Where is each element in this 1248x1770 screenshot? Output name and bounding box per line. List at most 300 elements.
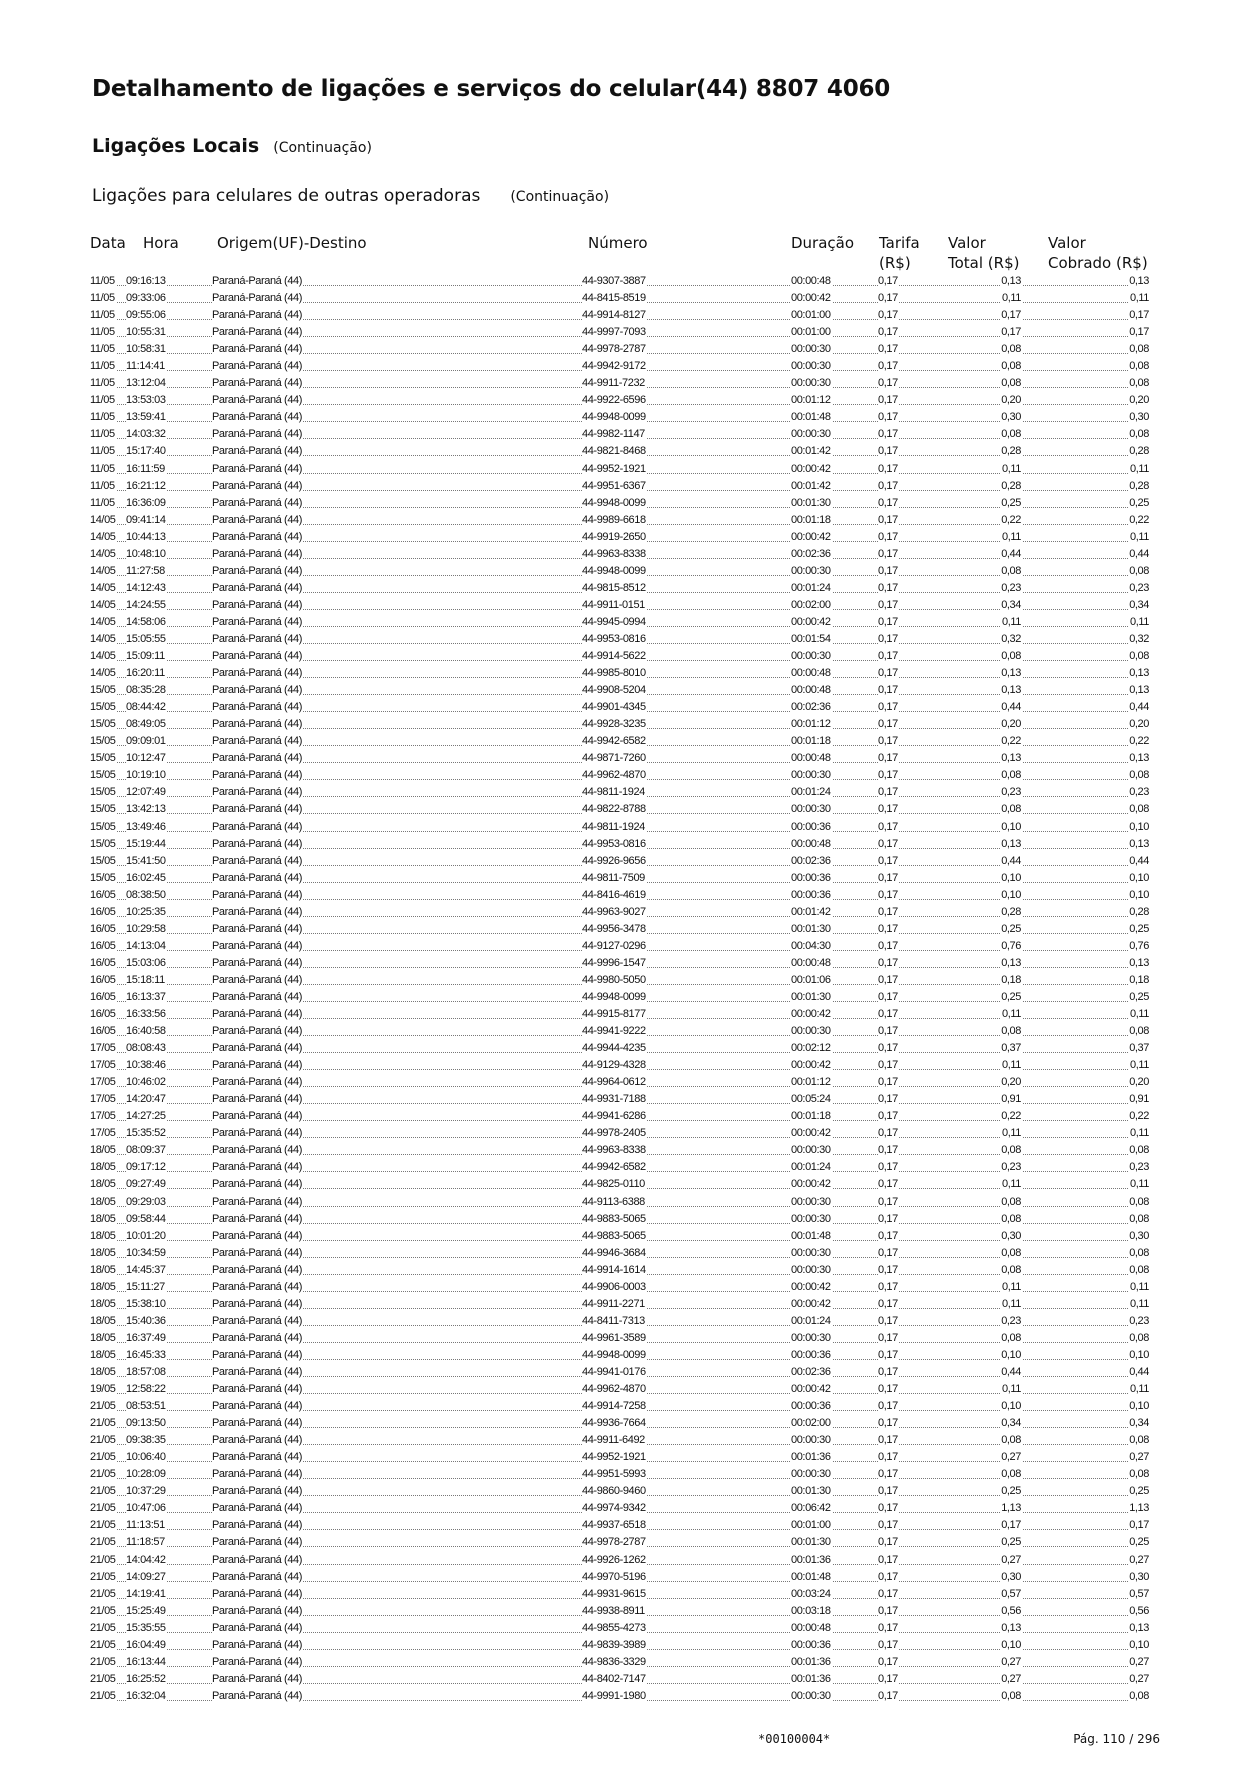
cell-valor-total: 0,13 bbox=[1000, 1620, 1022, 1637]
table-row bbox=[0, 1586, 1248, 1603]
cell-numero: 44-8415-8519 bbox=[582, 290, 647, 307]
table-row bbox=[0, 1057, 1248, 1074]
cell-hora: 14:03:32 bbox=[126, 426, 167, 443]
cell-data: 11/05 bbox=[90, 478, 116, 495]
cell-hora: 08:44:42 bbox=[126, 699, 167, 716]
table-row bbox=[0, 1398, 1248, 1415]
cell-origem-destino: Paraná-Paraná (44) bbox=[212, 478, 303, 495]
table-row bbox=[0, 1671, 1248, 1688]
table-row bbox=[0, 1620, 1248, 1637]
cell-valor-total: 0,27 bbox=[1000, 1552, 1022, 1569]
cell-numero: 44-9941-0176 bbox=[582, 1364, 647, 1381]
cell-numero: 44-9915-8177 bbox=[582, 1006, 647, 1023]
cell-hora: 11:13:51 bbox=[126, 1517, 166, 1534]
cell-origem-destino: Paraná-Paraná (44) bbox=[212, 1398, 303, 1415]
cell-valor-cobrado: 0,13 bbox=[1128, 665, 1150, 682]
cell-duracao: 00:03:24 bbox=[791, 1586, 832, 1603]
cell-valor-cobrado: 0,08 bbox=[1128, 1262, 1150, 1279]
cell-data: 19/05 bbox=[90, 1381, 117, 1398]
cell-valor-cobrado: 0,27 bbox=[1128, 1552, 1150, 1569]
cell-numero: 44-9821-8468 bbox=[582, 443, 647, 460]
cell-numero: 44-9948-0099 bbox=[582, 989, 647, 1006]
subsection-label: Ligações para celulares de outras operadoras bbox=[92, 186, 481, 206]
table-row bbox=[0, 631, 1248, 648]
cell-origem-destino: Paraná-Paraná (44) bbox=[212, 358, 303, 375]
cell-hora: 09:58:44 bbox=[126, 1211, 167, 1228]
cell-valor-cobrado: 0,30 bbox=[1128, 1228, 1150, 1245]
cell-origem-destino: Paraná-Paraná (44) bbox=[212, 784, 303, 801]
cell-duracao: 00:00:42 bbox=[791, 1057, 832, 1074]
table-row bbox=[0, 1347, 1248, 1364]
cell-origem-destino: Paraná-Paraná (44) bbox=[212, 1006, 303, 1023]
cell-hora: 16:21:12 bbox=[126, 478, 167, 495]
cell-hora: 15:35:55 bbox=[126, 1620, 167, 1637]
cell-tarifa: 0,17 bbox=[878, 1347, 899, 1364]
cell-origem-destino: Paraná-Paraná (44) bbox=[212, 1381, 303, 1398]
cell-valor-cobrado: 0,91 bbox=[1128, 1091, 1150, 1108]
cell-tarifa: 0,17 bbox=[878, 1159, 899, 1176]
cell-valor-cobrado: 0,44 bbox=[1128, 546, 1150, 563]
cell-hora: 14:24:55 bbox=[126, 597, 167, 614]
cell-duracao: 00:00:48 bbox=[791, 750, 832, 767]
table-row bbox=[0, 1432, 1248, 1449]
cell-valor-cobrado: 0,08 bbox=[1128, 1432, 1150, 1449]
cell-numero: 44-9952-1921 bbox=[582, 1449, 647, 1466]
cell-tarifa: 0,17 bbox=[878, 1671, 899, 1688]
header-valor-cobrado bbox=[1048, 233, 1148, 273]
cell-origem-destino: Paraná-Paraná (44) bbox=[212, 546, 303, 563]
cell-tarifa: 0,17 bbox=[878, 767, 899, 784]
cell-numero: 44-9942-6582 bbox=[582, 733, 647, 750]
table-row bbox=[0, 1091, 1248, 1108]
cell-duracao: 00:00:48 bbox=[791, 682, 832, 699]
cell-valor-total: 0,22 bbox=[1000, 733, 1022, 750]
cell-duracao: 00:00:36 bbox=[791, 1398, 832, 1415]
cell-valor-cobrado: 0,20 bbox=[1128, 1074, 1150, 1091]
cell-duracao: 00:02:00 bbox=[791, 597, 832, 614]
cell-data: 11/05 bbox=[90, 341, 116, 358]
cell-tarifa: 0,17 bbox=[878, 614, 899, 631]
cell-hora: 10:44:13 bbox=[126, 529, 167, 546]
cell-origem-destino: Paraná-Paraná (44) bbox=[212, 1142, 303, 1159]
cell-hora: 09:13:50 bbox=[126, 1415, 167, 1432]
cell-valor-total: 0,08 bbox=[1000, 1245, 1022, 1262]
cell-origem-destino: Paraná-Paraná (44) bbox=[212, 563, 303, 580]
cell-hora: 16:45:33 bbox=[126, 1347, 167, 1364]
cell-duracao: 00:00:42 bbox=[791, 1176, 832, 1193]
cell-origem-destino: Paraná-Paraná (44) bbox=[212, 1228, 303, 1245]
cell-hora: 15:09:11 bbox=[126, 648, 166, 665]
cell-valor-total: 0,20 bbox=[1000, 1074, 1022, 1091]
cell-origem-destino: Paraná-Paraná (44) bbox=[212, 904, 303, 921]
cell-origem-destino: Paraná-Paraná (44) bbox=[212, 1194, 303, 1211]
cell-data: 14/05 bbox=[90, 563, 117, 580]
cell-duracao: 00:01:24 bbox=[791, 1159, 832, 1176]
page-number: Pág. 110 / 296 bbox=[1073, 1732, 1160, 1746]
cell-valor-total: 0,13 bbox=[1000, 682, 1022, 699]
cell-data: 21/05 bbox=[90, 1483, 117, 1500]
cell-numero: 44-9953-0816 bbox=[582, 836, 647, 853]
header-origem-destino: Origem(UF)-Destino bbox=[217, 234, 367, 252]
cell-numero: 44-9914-5622 bbox=[582, 648, 647, 665]
cell-valor-cobrado: 0,08 bbox=[1128, 1142, 1150, 1159]
cell-origem-destino: Paraná-Paraná (44) bbox=[212, 324, 303, 341]
cell-tarifa: 0,17 bbox=[878, 801, 899, 818]
cell-data: 16/05 bbox=[90, 972, 117, 989]
cell-valor-cobrado: 0,10 bbox=[1128, 819, 1150, 836]
cell-tarifa: 0,17 bbox=[878, 512, 899, 529]
cell-hora: 16:25:52 bbox=[126, 1671, 167, 1688]
cell-duracao: 00:00:30 bbox=[791, 1023, 832, 1040]
cell-valor-total: 0,20 bbox=[1000, 716, 1022, 733]
cell-origem-destino: Paraná-Paraná (44) bbox=[212, 819, 303, 836]
cell-duracao: 00:01:00 bbox=[791, 1517, 832, 1534]
cell-hora: 14:09:27 bbox=[126, 1569, 167, 1586]
cell-valor-total: 0,11 bbox=[1001, 614, 1022, 631]
cell-duracao: 00:00:36 bbox=[791, 870, 832, 887]
cell-origem-destino: Paraná-Paraná (44) bbox=[212, 341, 303, 358]
cell-origem-destino: Paraná-Paraná (44) bbox=[212, 699, 303, 716]
cell-origem-destino: Paraná-Paraná (44) bbox=[212, 1449, 303, 1466]
cell-data: 21/05 bbox=[90, 1500, 117, 1517]
table-row bbox=[0, 1125, 1248, 1142]
cell-data: 21/05 bbox=[90, 1552, 117, 1569]
cell-origem-destino: Paraná-Paraná (44) bbox=[212, 461, 303, 478]
cell-valor-total: 0,44 bbox=[1000, 546, 1022, 563]
cell-valor-total: 0,08 bbox=[1000, 1142, 1022, 1159]
cell-valor-cobrado: 0,08 bbox=[1128, 1194, 1150, 1211]
cell-valor-cobrado: 0,25 bbox=[1128, 989, 1150, 1006]
cell-origem-destino: Paraná-Paraná (44) bbox=[212, 1057, 303, 1074]
cell-duracao: 00:00:30 bbox=[791, 1330, 832, 1347]
cell-numero: 44-9911-0151 bbox=[582, 597, 646, 614]
cell-duracao: 00:01:18 bbox=[791, 733, 832, 750]
cell-origem-destino: Paraná-Paraná (44) bbox=[212, 1466, 303, 1483]
table-row bbox=[0, 767, 1248, 784]
cell-data: 16/05 bbox=[90, 1023, 117, 1040]
cell-numero: 44-9978-2787 bbox=[582, 341, 647, 358]
cell-duracao: 00:01:48 bbox=[791, 1228, 832, 1245]
cell-valor-total: 0,10 bbox=[1000, 819, 1022, 836]
cell-tarifa: 0,17 bbox=[878, 461, 899, 478]
cell-tarifa: 0,17 bbox=[878, 1040, 899, 1057]
cell-data: 17/05 bbox=[90, 1057, 117, 1074]
cell-tarifa: 0,17 bbox=[878, 392, 899, 409]
cell-valor-total: 0,08 bbox=[1000, 1211, 1022, 1228]
table-row bbox=[0, 750, 1248, 767]
cell-hora: 09:27:49 bbox=[126, 1176, 167, 1193]
header-valor-cobrado-line1: Valor bbox=[1048, 234, 1086, 252]
cell-duracao: 00:00:30 bbox=[791, 801, 832, 818]
table-row bbox=[0, 1142, 1248, 1159]
cell-tarifa: 0,17 bbox=[878, 1415, 899, 1432]
cell-numero: 44-9963-8338 bbox=[582, 1142, 647, 1159]
cell-data: 11/05 bbox=[90, 324, 116, 341]
cell-data: 14/05 bbox=[90, 614, 117, 631]
cell-numero: 44-9922-6596 bbox=[582, 392, 647, 409]
cell-duracao: 00:00:36 bbox=[791, 819, 832, 836]
table-row bbox=[0, 1415, 1248, 1432]
cell-hora: 11:18:57 bbox=[126, 1534, 166, 1551]
cell-duracao: 00:01:30 bbox=[791, 1534, 832, 1551]
cell-data: 18/05 bbox=[90, 1211, 117, 1228]
cell-numero: 44-9307-3887 bbox=[582, 273, 647, 290]
cell-duracao: 00:00:30 bbox=[791, 1245, 832, 1262]
table-row bbox=[0, 392, 1248, 409]
cell-valor-cobrado: 0,08 bbox=[1128, 375, 1150, 392]
cell-tarifa: 0,17 bbox=[878, 1108, 899, 1125]
cell-hora: 16:13:37 bbox=[126, 989, 167, 1006]
cell-origem-destino: Paraná-Paraná (44) bbox=[212, 307, 303, 324]
cell-data: 16/05 bbox=[90, 887, 117, 904]
cell-valor-cobrado: 0,08 bbox=[1128, 1023, 1150, 1040]
cell-tarifa: 0,17 bbox=[878, 341, 899, 358]
cell-numero: 44-9997-7093 bbox=[582, 324, 647, 341]
cell-numero: 44-9815-8512 bbox=[582, 580, 647, 597]
cell-origem-destino: Paraná-Paraná (44) bbox=[212, 767, 303, 784]
table-row bbox=[0, 682, 1248, 699]
cell-valor-cobrado: 0,44 bbox=[1128, 699, 1150, 716]
cell-duracao: 00:00:36 bbox=[791, 887, 832, 904]
cell-numero: 44-9931-7188 bbox=[582, 1091, 647, 1108]
cell-origem-destino: Paraná-Paraná (44) bbox=[212, 1091, 303, 1108]
cell-tarifa: 0,17 bbox=[878, 1211, 899, 1228]
cell-origem-destino: Paraná-Paraná (44) bbox=[212, 1347, 303, 1364]
cell-duracao: 00:05:24 bbox=[791, 1091, 832, 1108]
cell-valor-cobrado: 0,34 bbox=[1128, 1415, 1150, 1432]
cell-data: 11/05 bbox=[90, 495, 116, 512]
cell-numero: 44-9906-0003 bbox=[582, 1279, 647, 1296]
cell-tarifa: 0,17 bbox=[878, 1637, 899, 1654]
cell-data: 21/05 bbox=[90, 1586, 117, 1603]
cell-duracao: 00:01:12 bbox=[791, 392, 832, 409]
cell-valor-cobrado: 0,11 bbox=[1129, 1296, 1150, 1313]
section-continuation: (Continuação) bbox=[273, 140, 372, 156]
cell-numero: 44-9956-3478 bbox=[582, 921, 647, 938]
cell-data: 21/05 bbox=[90, 1432, 117, 1449]
cell-duracao: 00:00:30 bbox=[791, 648, 832, 665]
cell-hora: 16:02:45 bbox=[126, 870, 167, 887]
table-row bbox=[0, 1279, 1248, 1296]
cell-duracao: 00:00:42 bbox=[791, 529, 832, 546]
cell-duracao: 00:02:36 bbox=[791, 699, 832, 716]
cell-valor-cobrado: 0,11 bbox=[1129, 1176, 1150, 1193]
cell-valor-cobrado: 0,08 bbox=[1128, 767, 1150, 784]
cell-numero: 44-9951-5993 bbox=[582, 1466, 647, 1483]
cell-valor-cobrado: 0,17 bbox=[1128, 1517, 1150, 1534]
cell-valor-cobrado: 0,17 bbox=[1128, 307, 1150, 324]
cell-data: 18/05 bbox=[90, 1176, 117, 1193]
cell-valor-cobrado: 0,18 bbox=[1128, 972, 1150, 989]
cell-duracao: 00:01:36 bbox=[791, 1654, 832, 1671]
cell-valor-total: 0,10 bbox=[1000, 1637, 1022, 1654]
cell-duracao: 00:00:30 bbox=[791, 375, 832, 392]
cell-tarifa: 0,17 bbox=[878, 733, 899, 750]
cell-valor-total: 0,10 bbox=[1000, 1398, 1022, 1415]
cell-hora: 13:59:41 bbox=[126, 409, 167, 426]
table-row bbox=[0, 1194, 1248, 1211]
cell-tarifa: 0,17 bbox=[878, 784, 899, 801]
cell-hora: 15:03:06 bbox=[126, 955, 167, 972]
cell-duracao: 00:01:42 bbox=[791, 478, 832, 495]
cell-data: 15/05 bbox=[90, 682, 117, 699]
table-row bbox=[0, 426, 1248, 443]
cell-valor-cobrado: 0,11 bbox=[1129, 529, 1150, 546]
cell-tarifa: 0,17 bbox=[878, 1449, 899, 1466]
cell-origem-destino: Paraná-Paraná (44) bbox=[212, 1211, 303, 1228]
cell-duracao: 00:01:36 bbox=[791, 1671, 832, 1688]
table-row bbox=[0, 870, 1248, 887]
cell-hora: 13:12:04 bbox=[126, 375, 167, 392]
cell-numero: 44-9926-9656 bbox=[582, 853, 647, 870]
cell-numero: 44-9974-9342 bbox=[582, 1500, 647, 1517]
cell-data: 21/05 bbox=[90, 1449, 117, 1466]
cell-duracao: 00:01:30 bbox=[791, 1483, 832, 1500]
cell-hora: 14:58:06 bbox=[126, 614, 167, 631]
cell-hora: 10:46:02 bbox=[126, 1074, 167, 1091]
cell-duracao: 00:00:48 bbox=[791, 665, 832, 682]
cell-valor-cobrado: 0,11 bbox=[1129, 1381, 1150, 1398]
cell-valor-total: 0,44 bbox=[1000, 853, 1022, 870]
cell-hora: 10:28:09 bbox=[126, 1466, 167, 1483]
cell-data: 14/05 bbox=[90, 580, 117, 597]
cell-valor-total: 0,25 bbox=[1000, 495, 1022, 512]
cell-valor-cobrado: 0,08 bbox=[1128, 1466, 1150, 1483]
cell-tarifa: 0,17 bbox=[878, 409, 899, 426]
cell-numero: 44-9952-1921 bbox=[582, 461, 647, 478]
cell-valor-cobrado: 0,44 bbox=[1128, 1364, 1150, 1381]
cell-numero: 44-9811-1924 bbox=[582, 784, 646, 801]
cell-data: 21/05 bbox=[90, 1569, 117, 1586]
cell-valor-total: 0,57 bbox=[1000, 1586, 1022, 1603]
cell-valor-total: 0,44 bbox=[1000, 1364, 1022, 1381]
cell-data: 15/05 bbox=[90, 836, 117, 853]
cell-tarifa: 0,17 bbox=[878, 1517, 899, 1534]
cell-tarifa: 0,17 bbox=[878, 938, 899, 955]
cell-valor-total: 0,08 bbox=[1000, 648, 1022, 665]
cell-valor-total: 0,08 bbox=[1000, 1023, 1022, 1040]
cell-hora: 14:12:43 bbox=[126, 580, 167, 597]
cell-origem-destino: Paraná-Paraná (44) bbox=[212, 1313, 303, 1330]
cell-valor-cobrado: 0,27 bbox=[1128, 1449, 1150, 1466]
table-row bbox=[0, 546, 1248, 563]
cell-hora: 10:25:35 bbox=[126, 904, 167, 921]
table-row bbox=[0, 1245, 1248, 1262]
cell-hora: 14:04:42 bbox=[126, 1552, 167, 1569]
table-row bbox=[0, 529, 1248, 546]
cell-hora: 08:09:37 bbox=[126, 1142, 167, 1159]
cell-valor-cobrado: 0,37 bbox=[1128, 1040, 1150, 1057]
cell-data: 16/05 bbox=[90, 989, 117, 1006]
cell-hora: 09:16:13 bbox=[126, 273, 167, 290]
cell-hora: 10:34:59 bbox=[126, 1245, 167, 1262]
cell-valor-total: 1,13 bbox=[1000, 1500, 1022, 1517]
cell-valor-cobrado: 0,13 bbox=[1128, 955, 1150, 972]
cell-data: 21/05 bbox=[90, 1534, 117, 1551]
cell-origem-destino: Paraná-Paraná (44) bbox=[212, 938, 303, 955]
cell-origem-destino: Paraná-Paraná (44) bbox=[212, 631, 303, 648]
cell-hora: 16:20:11 bbox=[126, 665, 166, 682]
cell-tarifa: 0,17 bbox=[878, 1330, 899, 1347]
cell-duracao: 00:01:24 bbox=[791, 784, 832, 801]
cell-valor-total: 0,08 bbox=[1000, 358, 1022, 375]
cell-data: 11/05 bbox=[90, 273, 116, 290]
cell-tarifa: 0,17 bbox=[878, 1091, 899, 1108]
cell-valor-cobrado: 0,23 bbox=[1128, 1159, 1150, 1176]
cell-data: 18/05 bbox=[90, 1330, 117, 1347]
cell-duracao: 00:02:36 bbox=[791, 853, 832, 870]
cell-valor-cobrado: 0,56 bbox=[1128, 1603, 1150, 1620]
cell-valor-total: 0,13 bbox=[1000, 273, 1022, 290]
cell-numero: 44-9860-9460 bbox=[582, 1483, 647, 1500]
cell-hora: 10:12:47 bbox=[126, 750, 167, 767]
cell-valor-total: 0,37 bbox=[1000, 1040, 1022, 1057]
cell-origem-destino: Paraná-Paraná (44) bbox=[212, 614, 303, 631]
cell-duracao: 00:01:12 bbox=[791, 716, 832, 733]
cell-data: 15/05 bbox=[90, 853, 117, 870]
cell-numero: 44-9811-1924 bbox=[582, 819, 646, 836]
table-row bbox=[0, 443, 1248, 460]
cell-tarifa: 0,17 bbox=[878, 1006, 899, 1023]
cell-duracao: 00:00:30 bbox=[791, 341, 832, 358]
table-row bbox=[0, 1552, 1248, 1569]
cell-data: 17/05 bbox=[90, 1091, 117, 1108]
table-row bbox=[0, 955, 1248, 972]
page-title: Detalhamento de ligações e serviços do celular(44) 8807 4060 bbox=[92, 76, 891, 102]
cell-valor-total: 0,08 bbox=[1000, 1688, 1022, 1705]
cell-data: 14/05 bbox=[90, 631, 117, 648]
cell-numero: 44-9963-9027 bbox=[582, 904, 647, 921]
cell-duracao: 00:02:36 bbox=[791, 546, 832, 563]
cell-numero: 44-9839-3989 bbox=[582, 1637, 647, 1654]
table-row bbox=[0, 665, 1248, 682]
cell-origem-destino: Paraná-Paraná (44) bbox=[212, 1688, 303, 1705]
cell-duracao: 00:01:48 bbox=[791, 1569, 832, 1586]
table-row bbox=[0, 648, 1248, 665]
cell-duracao: 00:00:30 bbox=[791, 1432, 832, 1449]
cell-hora: 09:09:01 bbox=[126, 733, 167, 750]
table-row bbox=[0, 819, 1248, 836]
cell-valor-total: 0,32 bbox=[1000, 631, 1022, 648]
cell-data: 17/05 bbox=[90, 1040, 117, 1057]
cell-tarifa: 0,17 bbox=[878, 1654, 899, 1671]
cell-duracao: 00:00:30 bbox=[791, 1466, 832, 1483]
cell-origem-destino: Paraná-Paraná (44) bbox=[212, 580, 303, 597]
table-row bbox=[0, 1449, 1248, 1466]
cell-valor-cobrado: 0,11 bbox=[1129, 1006, 1150, 1023]
cell-origem-destino: Paraná-Paraná (44) bbox=[212, 273, 303, 290]
cell-valor-cobrado: 0,08 bbox=[1128, 1330, 1150, 1347]
cell-valor-total: 0,08 bbox=[1000, 767, 1022, 784]
table-row bbox=[0, 836, 1248, 853]
cell-tarifa: 0,17 bbox=[878, 1194, 899, 1211]
cell-tarifa: 0,17 bbox=[878, 597, 899, 614]
cell-numero: 44-9911-7232 bbox=[582, 375, 646, 392]
cell-tarifa: 0,17 bbox=[878, 1228, 899, 1245]
table-row bbox=[0, 1466, 1248, 1483]
cell-numero: 44-9836-3329 bbox=[582, 1654, 647, 1671]
cell-numero: 44-9953-0816 bbox=[582, 631, 647, 648]
cell-origem-destino: Paraná-Paraná (44) bbox=[212, 1586, 303, 1603]
cell-valor-total: 0,76 bbox=[1000, 938, 1022, 955]
cell-valor-cobrado: 0,13 bbox=[1128, 273, 1150, 290]
cell-valor-cobrado: 0,32 bbox=[1128, 631, 1150, 648]
cell-duracao: 00:03:18 bbox=[791, 1603, 832, 1620]
cell-valor-cobrado: 0,13 bbox=[1128, 836, 1150, 853]
cell-data: 21/05 bbox=[90, 1637, 117, 1654]
cell-duracao: 00:00:30 bbox=[791, 767, 832, 784]
cell-data: 11/05 bbox=[90, 443, 116, 460]
